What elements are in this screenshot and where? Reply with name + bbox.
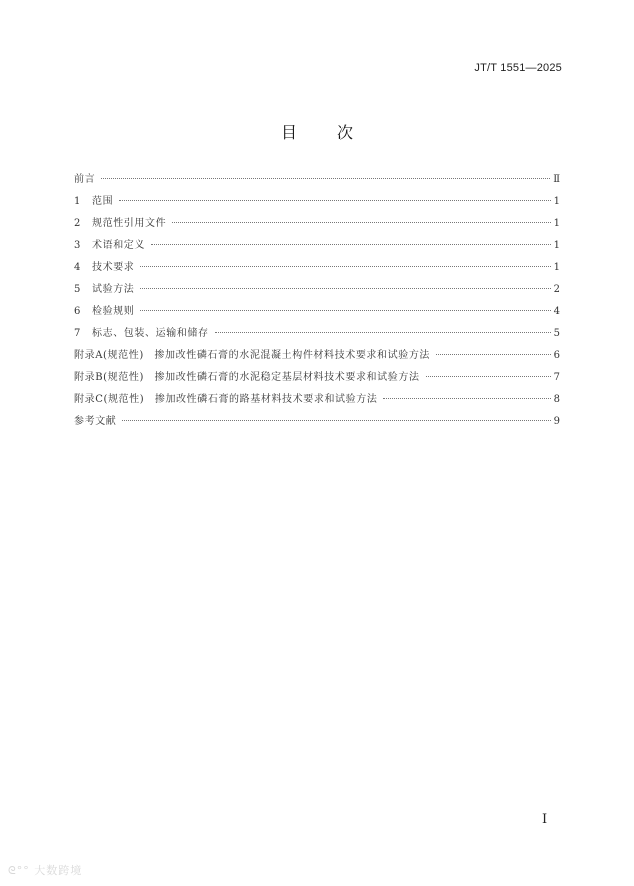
toc-label: 附录C(规范性) 掺加改性磷石膏的路基材料技术要求和试验方法 <box>74 394 378 405</box>
toc-page: 4 <box>553 306 560 317</box>
toc-page: 1 <box>553 196 560 207</box>
toc-entry-7[interactable] <box>74 325 560 347</box>
toc-title-char-1: 目 <box>280 123 297 142</box>
toc-entry-1[interactable] <box>74 193 560 215</box>
toc-label: 试验方法 <box>92 284 135 295</box>
standard-code: JT/T 1551—2025 <box>474 62 562 74</box>
toc-entry-appendix-b[interactable] <box>74 369 560 391</box>
watermark-logo <box>8 862 82 878</box>
toc-entry-appendix-c[interactable] <box>74 391 560 413</box>
toc-title-char-2: 次 <box>337 123 354 142</box>
leader-dots <box>426 376 551 377</box>
toc-page: 7 <box>553 372 560 383</box>
leader-dots <box>140 266 550 267</box>
toc-title <box>0 120 634 143</box>
toc-label: 前言 <box>74 174 96 185</box>
toc-page: 5 <box>553 328 560 339</box>
toc-entry-5[interactable] <box>74 281 560 303</box>
toc-entry-foreword[interactable] <box>74 171 560 193</box>
toc-page: 2 <box>553 284 560 295</box>
toc-entry-references[interactable] <box>74 413 560 435</box>
toc-num: 7 <box>74 328 81 339</box>
page-number: I <box>542 812 548 827</box>
leader-dots <box>151 244 551 245</box>
leader-dots <box>383 398 550 399</box>
watermark-text: 大数跨境 <box>34 864 83 877</box>
toc-page: 9 <box>553 416 560 427</box>
toc-label: 规范性引用文件 <box>92 218 167 229</box>
toc-page: 1 <box>553 218 560 229</box>
toc-num: 3 <box>74 240 81 251</box>
toc-num: 2 <box>74 218 81 229</box>
toc-num: 5 <box>74 284 81 295</box>
toc-page: 1 <box>553 240 560 251</box>
toc-num: 6 <box>74 306 81 317</box>
leader-dots <box>122 420 550 421</box>
watermark-icon: ᘓ°° <box>8 864 30 877</box>
toc-label: 检验规则 <box>92 306 135 317</box>
toc-label: 范围 <box>92 196 114 207</box>
leader-dots <box>101 178 550 179</box>
table-of-contents <box>74 171 560 435</box>
leader-dots <box>140 310 550 311</box>
toc-entry-appendix-a[interactable] <box>74 347 560 369</box>
toc-page: Ⅱ <box>553 174 560 185</box>
toc-page: 8 <box>553 394 560 405</box>
toc-entry-4[interactable] <box>74 259 560 281</box>
toc-label: 参考文献 <box>74 416 117 427</box>
toc-entry-2[interactable] <box>74 215 560 237</box>
toc-entry-6[interactable] <box>74 303 560 325</box>
leader-dots <box>119 200 550 201</box>
toc-page: 1 <box>553 262 560 273</box>
toc-num: 1 <box>74 196 81 207</box>
leader-dots <box>215 332 551 333</box>
leader-dots <box>172 222 550 223</box>
leader-dots <box>140 288 550 289</box>
toc-label: 附录B(规范性) 掺加改性磷石膏的水泥稳定基层材料技术要求和试验方法 <box>74 372 420 383</box>
toc-label: 术语和定义 <box>92 240 145 251</box>
toc-label: 标志、包装、运输和储存 <box>92 328 209 339</box>
leader-dots <box>436 354 551 355</box>
toc-entry-3[interactable] <box>74 237 560 259</box>
toc-label: 附录A(规范性) 掺加改性磷石膏的水泥混凝土构件材料技术要求和试验方法 <box>74 350 431 361</box>
toc-label: 技术要求 <box>92 262 135 273</box>
toc-page: 6 <box>553 350 560 361</box>
toc-num: 4 <box>74 262 81 273</box>
